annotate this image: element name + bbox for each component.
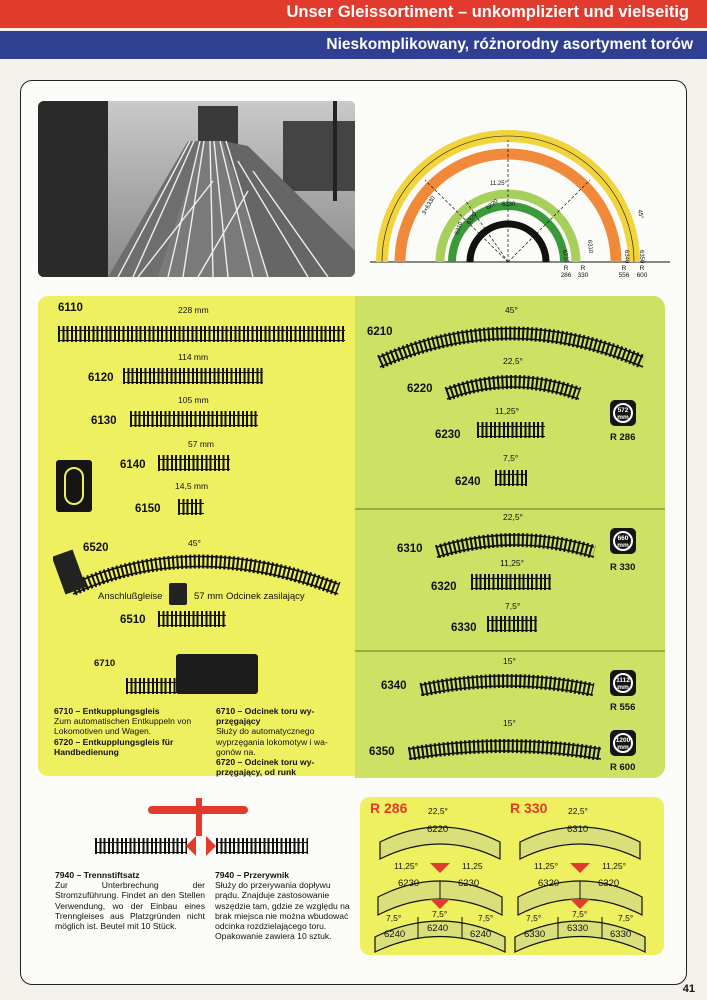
- curve-track-6310: [433, 524, 598, 558]
- combo-right-mid-code-1: 6320: [538, 878, 560, 889]
- angle-6230: 11,25°: [495, 406, 520, 416]
- svg-text:6310: 6310: [586, 239, 594, 254]
- desc-7940-pl: 7940 – Przerywnik Służy do przerywania dopływu prądu. Znajduje zastosowanie wszędzie tam, gdzie ze względu na brak miejsca nie można wbudować odcinka rozdzielającego toru. Opakowanie zawiera 10 sztuk.: [215, 870, 350, 942]
- combo-left-mid-angle-1: 11,25°: [394, 861, 419, 871]
- page-number: 41: [682, 983, 695, 995]
- track-6140: [158, 453, 230, 473]
- svg-text:286: 286: [560, 272, 572, 279]
- combo-right-bot-angle-3: 7,5°: [618, 913, 634, 923]
- badge-1200: 1200 mm: [610, 730, 636, 756]
- code-6210: 6210: [367, 326, 393, 338]
- track-6230: [477, 420, 545, 440]
- label-r330: R 330: [610, 562, 636, 573]
- oval-layout-icon: [56, 460, 92, 512]
- label-r556: R 556: [610, 702, 636, 713]
- code-6140: 6140: [120, 459, 146, 471]
- combo-right-mid-angle-2: 11,25°: [602, 861, 627, 871]
- angle-6320: 11,25°: [500, 558, 525, 568]
- svg-text:6310: 6310: [454, 221, 465, 236]
- badge-572: 572 mm: [610, 400, 636, 426]
- code-6350: 6350: [369, 746, 395, 758]
- combo-left-mid-angle-2: 11,25: [462, 861, 483, 871]
- page-title-de: Unser Gleissortiment – unkompliziert und vielseitig: [286, 3, 689, 21]
- angle-6350: 15°: [503, 718, 516, 728]
- code-6710: 6710: [94, 658, 116, 669]
- combo-left-bot-code-3: 6240: [470, 929, 492, 940]
- header-red-band: [0, 0, 707, 28]
- combo-right-mid-code-2: 6320: [598, 878, 620, 889]
- connector-label-pl: Odcinek zasilający: [226, 591, 305, 602]
- combo-left-top-code: 6220: [427, 824, 449, 835]
- radius-r286-r: R: [563, 265, 569, 272]
- svg-text:6230: 6230: [502, 202, 516, 208]
- code-6310: 6310: [397, 543, 423, 555]
- angle-6330: 7,5°: [505, 601, 521, 611]
- combo-right-bot-code-2: 6330: [567, 923, 589, 934]
- track-6240: [495, 468, 527, 488]
- combo-left-bot-angle-1: 7,5°: [386, 913, 402, 923]
- track-6510: [158, 609, 226, 629]
- angle-6340: 15°: [503, 656, 516, 666]
- straight-tracks-panel: [38, 296, 358, 776]
- combo-left-bot-code-1: 6240: [384, 929, 406, 940]
- code-6110: 6110: [58, 302, 83, 314]
- combo-left-mid-code-1: 6230: [398, 878, 420, 889]
- combo-right-mid-angle-1: 11,25°: [534, 861, 559, 871]
- label-r286: R 286: [610, 432, 636, 443]
- combo-left-bot-angle-3: 7,5°: [478, 913, 494, 923]
- code-6340: 6340: [381, 680, 407, 692]
- header-blue-band: [0, 31, 707, 59]
- desc-7940-de: 7940 – Trennstiftsatz Zur Unterbrechung der Stromzuführung. Findet an den Stellen Verwendung, wo der Einbau eines Trenngleises aus Platzgründen nicht möglich ist. Beutel mit 10 Stück.: [55, 870, 205, 932]
- railway-yard-photo: [38, 101, 355, 277]
- svg-text:6340: 6340: [623, 249, 630, 264]
- track-6150: [178, 497, 204, 517]
- svg-text:11,25°: 11,25°: [490, 181, 507, 187]
- svg-text:330: 330: [577, 272, 589, 279]
- combo-right-bot-code-1: 6330: [524, 929, 546, 940]
- desc-6710-de: 6710 – Entkupplungsgleis Zum automatischen Entkuppeln von Lokomotiven und Wagen. 6720 – Entkupplungsgleis für Handbedienung: [54, 706, 192, 757]
- isolation-illustration: [90, 798, 330, 868]
- code-6520: 6520: [83, 542, 109, 554]
- label-r600: R 600: [610, 762, 636, 773]
- uncoupler-unit-image: [176, 654, 258, 694]
- combo-left-mid-code-2: 6230: [458, 878, 480, 889]
- angle-6240: 7,5°: [503, 453, 519, 463]
- svg-text:600: 600: [636, 272, 648, 279]
- track-6330: [487, 614, 537, 634]
- code-6220: 6220: [407, 383, 433, 395]
- combo-right-title: R 330: [510, 800, 548, 816]
- code-6240: 6240: [455, 476, 481, 488]
- length-6150: 14,5 mm: [175, 481, 209, 491]
- svg-text:R: R: [580, 265, 586, 272]
- combo-right-top-code: 6310: [567, 824, 589, 835]
- combo-left-bot-code-2: 6240: [427, 923, 449, 934]
- angle-6310: 22,5°: [503, 512, 523, 522]
- length-6120: 114 mm: [178, 352, 209, 362]
- separator-r286: [355, 508, 665, 510]
- connector-label-de: Anschlußgleise: [98, 591, 163, 602]
- svg-text:6220: 6220: [485, 198, 500, 212]
- track-6110: [58, 324, 345, 344]
- code-6150: 6150: [135, 503, 161, 515]
- angle-6220: 22,5°: [503, 356, 523, 366]
- curve-track-6220: [443, 366, 583, 400]
- svg-text:3×6330: 3×6330: [421, 195, 437, 216]
- svg-text:6210: 6210: [561, 249, 570, 264]
- curve-combination-box: [360, 797, 664, 955]
- svg-text:R: R: [621, 265, 627, 272]
- combo-left-top-angle: 22,5°: [428, 806, 448, 816]
- svg-text:45°: 45°: [636, 209, 644, 220]
- angle-6210: 45°: [505, 305, 518, 315]
- combo-right-bot-code-3: 6330: [610, 929, 632, 940]
- separator-r330: [355, 650, 665, 652]
- combo-right-bot-angle-1: 7,5°: [526, 913, 542, 923]
- combo-left-bot-angle-2: 7,5°: [432, 909, 448, 919]
- page-title-pl: Nieskomplikowany, różnorodny asortyment torów: [326, 36, 693, 53]
- curve-track-6350: [405, 730, 605, 760]
- code-6130: 6130: [91, 415, 117, 427]
- combo-right-bot-angle-2: 7,5°: [572, 909, 588, 919]
- connector-plug-icon: [169, 583, 187, 605]
- radius-diagram: [370, 110, 670, 290]
- svg-text:556: 556: [618, 272, 630, 279]
- code-6230: 6230: [435, 429, 461, 441]
- curved-tracks-panel: [355, 296, 665, 778]
- svg-text:6320: 6320: [466, 211, 479, 226]
- desc-6710-pl: 6710 – Odcinek toru wyprzęgający Służy do automatycznego wyprzęgania lokomotyw i wagonów na. 6720 – Odcinek toru wyprzęgający, od runk: [216, 706, 328, 778]
- code-6320: 6320: [431, 581, 457, 593]
- connector-length: 57 mm: [194, 591, 224, 602]
- track-6320: [471, 572, 551, 592]
- code-6510: 6510: [120, 614, 146, 626]
- combo-left-title: R 286: [370, 800, 408, 816]
- code-6330: 6330: [451, 622, 477, 634]
- svg-text:R: R: [639, 265, 645, 272]
- code-6120: 6120: [88, 372, 114, 384]
- track-6130: [130, 409, 258, 429]
- combo-right-top-angle: 22,5°: [568, 806, 588, 816]
- curve-track-6340: [417, 666, 597, 696]
- badge-660: 660 mm: [610, 528, 636, 554]
- length-6110: 228 mm: [178, 305, 209, 315]
- svg-text:6350: 6350: [638, 249, 645, 264]
- track-6120: [123, 366, 263, 386]
- badge-1112: 1112 mm: [610, 670, 636, 696]
- length-6140: 57 mm: [188, 439, 214, 449]
- angle-6520: 45°: [188, 538, 201, 548]
- length-6130: 105 mm: [178, 395, 209, 405]
